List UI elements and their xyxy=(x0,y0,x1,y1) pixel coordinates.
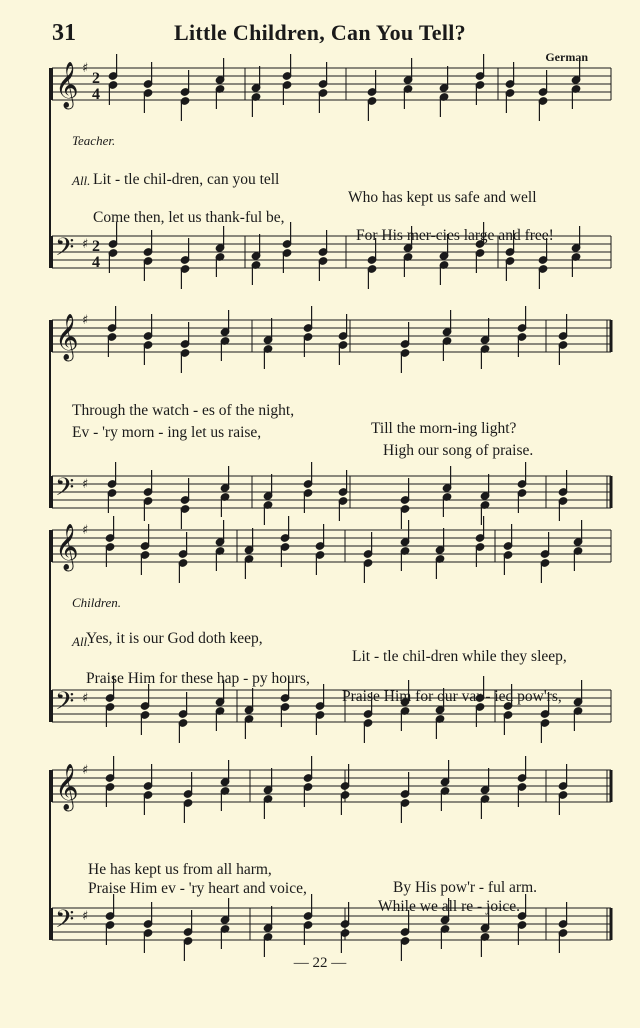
sharp-icon: ♯ xyxy=(82,237,89,252)
lyric-line: Through the watch - es of the night, xyxy=(72,402,295,419)
time-signature: 2 xyxy=(92,238,100,255)
hymn-title: Little Children, Can You Tell? xyxy=(173,20,466,45)
lyric-line: Yes, it is our God doth keep, xyxy=(86,630,263,647)
lyric-line: Come then, let us thank-ful be, xyxy=(93,209,285,226)
children-label: Children. xyxy=(72,595,121,610)
hymn-number: 31 xyxy=(52,20,76,46)
treble-clef-icon: 𝄞 xyxy=(55,314,79,360)
treble-clef-icon: 𝄞 xyxy=(55,764,79,810)
lyric-line: High our song of praise. xyxy=(383,442,534,459)
all-label: All. xyxy=(72,173,91,188)
all-label: All. xyxy=(72,634,91,649)
sharp-icon: ♯ xyxy=(82,691,89,706)
lyric-line: For His mer-cies large and free! xyxy=(356,227,554,244)
bass-clef-icon: 𝄢 xyxy=(55,905,75,940)
lyric-line: While we all re - joice. xyxy=(378,898,521,915)
time-signature: 2 xyxy=(92,70,100,87)
bass-clef-icon: 𝄢 xyxy=(55,687,75,722)
bass-clef-icon: 𝄢 xyxy=(55,473,75,508)
sharp-icon: ♯ xyxy=(82,909,89,924)
treble-clef-icon: 𝄞 xyxy=(55,62,79,108)
sharp-icon: ♯ xyxy=(82,477,89,492)
sharp-icon: ♯ xyxy=(82,313,89,328)
lyric-line: He has kept us from all harm, xyxy=(88,861,272,878)
sharp-icon: ♯ xyxy=(82,61,89,76)
sharp-icon: ♯ xyxy=(82,763,89,778)
lyric-line: Lit - tle chil-dren, can you tell xyxy=(93,171,280,188)
teacher-label: Teacher. xyxy=(72,133,116,148)
time-signature: 4 xyxy=(92,86,100,103)
bass-clef-icon: 𝄢 xyxy=(55,233,75,268)
lyric-line: By His pow'r - ful arm. xyxy=(393,879,537,896)
lyric-line: Lit - tle chil-dren while they sleep, xyxy=(352,648,567,665)
lyric-line: Till the morn-ing light? xyxy=(371,420,517,437)
lyric-line: Ev - 'ry morn - ing let us raise, xyxy=(72,424,262,441)
sharp-icon: ♯ xyxy=(82,523,89,538)
composer-credit: German xyxy=(545,50,588,64)
lyric-line: Who has kept us safe and well xyxy=(348,189,537,206)
lyric-line: Praise Him for these hap - py hours, xyxy=(86,670,310,687)
lyric-line: Praise Him for our var - ied pow'rs, xyxy=(342,688,562,705)
page-number: — 22 — xyxy=(293,955,347,971)
time-signature: 4 xyxy=(92,254,100,271)
treble-clef-icon: 𝄞 xyxy=(55,524,79,570)
lyric-line: Praise Him ev - 'ry heart and voice, xyxy=(88,880,307,897)
